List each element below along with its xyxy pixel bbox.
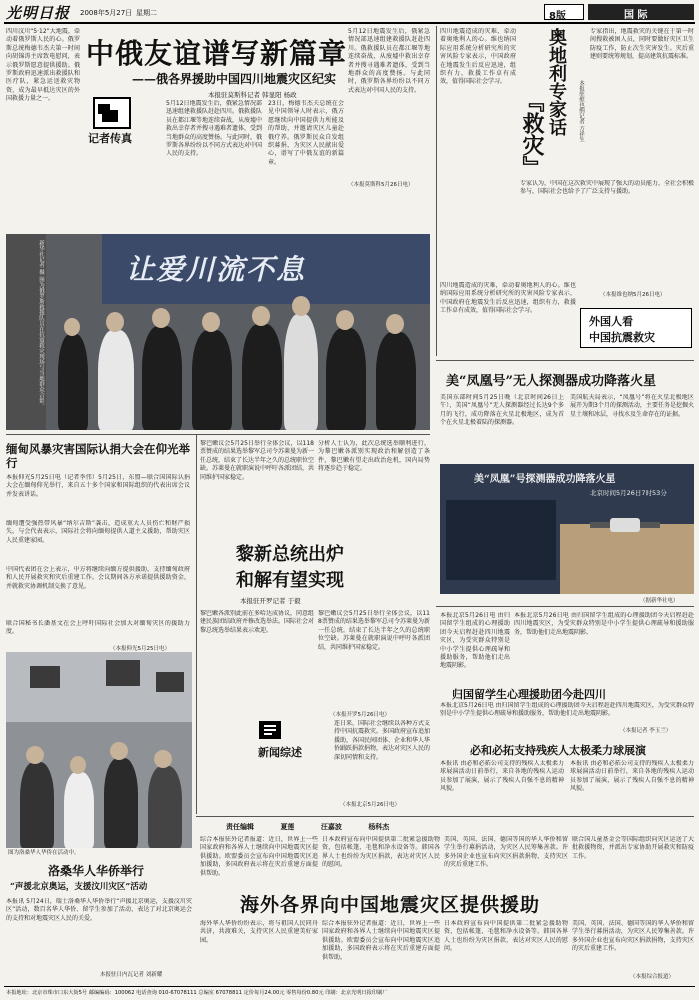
photo-banner-text: 让爱川流不息 (126, 253, 307, 286)
editor-name-2: 杨科杰 (368, 823, 390, 831)
stamp-line-2: 中国抗震救灾 (589, 331, 655, 344)
myanmar-story-body-3: 中国代表团在会上表示，中方将继续向缅方提供援助，支持缅甸政府和人民开展救灾和灾后重建工作。会议期间各方承诺提供援助资金，并就救灾协调机制交换了意见。 (6, 566, 190, 590)
rescuer-head-2 (106, 312, 124, 332)
austria-story-date: （本报维也纳5月26日电） (600, 292, 666, 298)
rescuer-head-4 (202, 312, 220, 332)
lausanne-story-byline: 本报驻日内瓦记者 刘新耀 (100, 972, 163, 978)
rescuer-figure-7 (326, 328, 366, 430)
election-story-date: （本报开罗5月26日电） (330, 712, 390, 718)
disability-story-body: 本报讯 由必和必拓公司支持的残疾人太极柔力球展演活动日前举行，来自各地的残疾人运动员参加了展演，展示了残疾人自强不息的精神风貌。 (440, 760, 564, 793)
crowd-head-3 (110, 742, 128, 760)
lausanne-photo-caption: 图为洛桑华人华侨在活动中。 (8, 850, 80, 856)
lead-story-subtitle: ——俄各界援助中国四川地震灾区纪实 (132, 72, 337, 86)
reporter-badge-label: 记者传真 (88, 132, 132, 145)
austria-story-title (546, 28, 566, 136)
editors-rule (196, 816, 694, 817)
lausanne-story-body: 本报讯 5月24日，瑞士洛桑华人华侨举行“声援北京奥运，支援汶川灾区”活动，数百名华人华侨、留学生参加了活动，表达了对北京奥运会的支持和对地震灾区人民的关爱。 (6, 898, 192, 922)
myanmar-story-body-2: 缅甸遭受强热带风暴“纳尔吉斯”袭击，造成重大人员伤亡和财产损失。与会代表表示，国际社会将向缅甸提供人道主义援助，帮助灾区人民重建家园。 (6, 520, 190, 544)
photo-inset-text-panel (6, 234, 46, 430)
news-roundup-icon (258, 720, 284, 742)
aid-story-col-7: 日本政府宣布向中国提供第二批紧急援助物资，包括帐篷、毛毯和净水设备等。韩国各界人士也纷纷为灾区捐款，表达对灾区人民的慰问。 (444, 920, 568, 953)
austria-story-body-1: 四川地震造成的灾难，牵动着奥地利人的心。维也纳国际应用系统分析研究所的灾害风险专家表示，中国政府在地震发生后反应迅速，组织有力，救援工作卓有成效，值得国际社会学习。 (440, 28, 516, 86)
editor-name-1: 夏莲 (280, 823, 295, 831)
crowd-head-1 (26, 746, 44, 764)
election-story-body-3: 黎巴嫩各派别此前在多哈达成协议，同意组建民族团结政府并修改选举法。国际社会对黎总统选举结果表示欢迎。 (200, 610, 314, 634)
students-story-title: 归国留学生心理援助团今赴四川 (452, 688, 606, 701)
lausanne-story-subtitle: “声援北京奥运，支援汶川灾区”活动 (10, 882, 148, 892)
photo-caption: 新华社记者 摄 图为俄罗斯救援队员在抗震救灾现场与当地群众合影。 (38, 240, 44, 409)
election-byline: 本报驻开罗记者 于毅 (240, 597, 301, 605)
austria-title-line1: 奥地利专家话 (546, 28, 567, 136)
news-roundup-badge (258, 720, 328, 760)
page-number: 8版 (549, 11, 566, 22)
disability-story-title: 必和必拓支持残疾人太极柔力球展演 (470, 744, 646, 757)
lead-story-body-4: 5月12日地震发生后，俄紧急情况部迅速组建救援队赶赴四川。俄救援队员在都江堰等地连续奋战，从废墟中救出幸存者并搜寻遇难者遗体，受到当地群众的高度赞扬。与此同时，俄罗斯各界纷纷以不同方式表达对中国人民的支持。 (348, 28, 430, 94)
aid-story-title: 海外各界向中国地震灾区提供援助 (240, 894, 541, 916)
section-label: 国 际 (624, 10, 648, 21)
rescuer-figure-2 (98, 330, 134, 430)
lead-story-date: （本报莫斯科5月26日电） (348, 182, 414, 188)
masthead (0, 0, 699, 22)
students-story-date: （本报记者 李玉兰） (620, 728, 672, 734)
footer-address: 本报地址：北京市珠市口东大街5号 邮编编码：100062 电话查询 010-67078111 总编室 67078811 定价每月24.00元 零售每份0.80元 印刷：北京光明日报印刷厂 (6, 990, 388, 996)
phoenix-lander (610, 518, 640, 532)
students-top-rule (436, 606, 694, 607)
rescuer-figure-5 (242, 324, 282, 430)
aid-story-col-2: 日本政府宣布向中国提供第二批紧急援助物资，包括帐篷、毛毯和净水设备等。韩国各界人士也纷纷为灾区捐款，表达对灾区人民的慰问。 (322, 836, 440, 869)
austria-story-byline: 本报驻维也纳记者 方祥生 (578, 80, 584, 143)
rescuer-figure-3 (142, 326, 182, 430)
solar-panel-left (590, 522, 610, 528)
news-roundup-body: 连日来，国际社会继续以各种方式支持中国抗震救灾。多国政府宣布追加援助，各国民间团体、企业和华人华侨踊跃捐款捐物，表达对灾区人民的深切同情和支持。 (334, 720, 430, 761)
myanmar-story-date: （本报仰光5月25日电） (110, 646, 170, 652)
lausanne-photo (6, 652, 192, 848)
flag-3 (156, 672, 184, 692)
students-side-text: 本报北京5月26日电 由归国留学生组成的心理援助团今天启程赶赴四川地震灾区，为受灾群众特别是中小学生提供心理疏导和援助服务，帮助他们走出地震阴影。 (440, 612, 510, 670)
crowd-figure-4 (148, 766, 182, 848)
reporter-badge (88, 96, 162, 146)
foreign-view-stamp (580, 308, 692, 348)
phoenix-story-body-1: 美国东部时间5月25日晚（北京时间26日上午），美国“凤凰号”无人探测器经过长达9个多月的飞行，成功降落在火星北极地区，成为首个在火星北极着陆的探测器。 (440, 394, 564, 427)
issue-weekday: 星期二 (136, 9, 157, 17)
phoenix-banner-time: 北京时间5月26日7时53分 (590, 489, 667, 497)
election-story-body-1: 黎巴嫩议会5月25日举行全体会议，以118票赞成的结果选举黎军总司令苏莱曼为新一任总统，结束了长达半年之久的总统职位空缺。苏莱曼在就职演说中呼吁各派团结，共同维护国家稳定。 (200, 440, 314, 481)
right-column-rule (436, 26, 437, 356)
phoenix-story-body-2: 美国航天局表示，“凤凰号”将在火星北极地区展开为期3个月的探测活动，主要任务是挖掘火星土壤和冰层，寻找水及生命存在的证据。 (570, 394, 694, 418)
phoenix-story-title: 美“凤凰号”无人探测器成功降落火星 (446, 374, 656, 389)
crowd-figure-1 (20, 762, 54, 848)
rescuer-head-8 (386, 314, 404, 334)
students-story-body-2: 本报北京5月26日电 由归国留学生组成的心理援助团今天启程赶赴四川地震灾区，为受灾群众特别是中小学生提供心理疏导和援助服务，帮助他们走出地震阴影。 (440, 702, 694, 718)
paper-name: 光明日报 (6, 4, 71, 22)
myanmar-story-body-4: 联合国秘书长潘基文在会上呼吁国际社会加大对缅甸灾区的援助力度。 (6, 620, 190, 636)
editor-label-1: 责任编辑 (226, 823, 254, 831)
rescuer-head-1 (64, 318, 80, 336)
lead-story-byline: 本报驻莫斯科记者 韩显阳 杨政 (208, 91, 297, 99)
election-story-body-4: 黎巴嫩议会5月25日举行全体会议，以118票赞成的结果选举黎军总司令苏莱曼为新一任总统，结束了长达半年之久的总统职位空缺。苏莱曼在就职演说中呼吁各派团结，共同维护国家稳定。 (318, 610, 430, 651)
lausanne-story-title: 洛桑华人华侨举行 (48, 864, 145, 878)
myanmar-top-rule (6, 434, 430, 435)
aid-story-col-5: 海外华人华侨纷纷表示，将与祖国人民同舟共济，共渡难关，支持灾区人民重建美好家园。 (200, 920, 318, 944)
rescuer-head-6 (292, 296, 310, 316)
aid-story-col-4: 联合国儿童基金会等国际组织向灾区运送了大批救援物资，并派出专家协助开展救灾和防疫工作。 (572, 836, 694, 860)
austria-story-body-4: 四川地震造成的灾难，牵动着奥地利人的心。维也纳国际应用系统分析研究所的灾害风险专家表示，中国政府在地震发生后反应迅速，组织有力，救援工作卓有成效，值得国际社会学习。 (440, 282, 576, 315)
rescuer-figure-6 (284, 314, 318, 430)
lead-story-body-1: 四川汶川“5·12”大地震，牵动着俄罗斯人民的心。俄罗斯总统梅德韦杰夫第一时间向胡锦涛主席致电慰问，表示俄罗斯愿意提供援助。俄罗斯政府迅速派出救援队和医疗队，紧急运送救灾物资，成为最早抵达灾区的外国救援力量之一。 (6, 28, 80, 103)
aid-story-col-8: 美国、英国、法国、德国等国的华人华侨和留学生举行募捐活动，为灾区人民筹集善款。许多外国企业也宣布向灾区捐款捐物，支持灾区的灾后重建工作。 (572, 920, 694, 953)
austria-story-quote: 『救灾』 (519, 90, 545, 178)
phoenix-photo (440, 464, 694, 594)
rescuer-head-7 (336, 310, 354, 330)
crowd-figure-3 (104, 758, 138, 848)
rescuer-figure-4 (192, 330, 232, 430)
election-title-line-2: 和解有望实现 (236, 570, 344, 591)
austria-story-body-3: 专家认为，中国在这次救灾中展现了强大的动员能力，全社会积极参与，国际社会也给予了广泛支持与援助。 (520, 180, 694, 196)
rescuer-figure-1 (58, 334, 88, 430)
election-left-rule (196, 434, 197, 814)
disability-story-body-2: 本报讯 由必和必拓公司支持的残疾人太极柔力球展演活动日前举行，来自各地的残疾人运动员参加了展演，展示了残疾人自强不息的精神风貌。 (570, 760, 694, 793)
crowd-head-2 (70, 756, 86, 774)
lead-story-body-2: 5月12日地震发生后，俄紧急情况部迅速组建救援队赶赴四川。俄救援队员在都江堰等地连续奋战，从废墟中救出幸存者并搜寻遇难者遗体，受到当地群众的高度赞扬。与此同时，俄罗斯各界纷纷以不同方式表达对中国人民的支持。 (166, 100, 262, 158)
crowd-figure-2 (64, 772, 94, 848)
issue-date: 2008年5月27日 (80, 9, 133, 17)
flag-2 (106, 660, 140, 686)
lead-story-title: 中俄友谊谱写新篇章 (86, 37, 348, 70)
footer-rule (4, 986, 695, 987)
rescuer-head-3 (152, 308, 170, 328)
rescuer-head-5 (252, 306, 270, 326)
masthead-rule (4, 22, 695, 24)
editor-label-2: 汪嘉波 (320, 823, 342, 831)
aid-story-date: （本报综合报道） (630, 974, 675, 980)
myanmar-story-body-1: 本报仰光5月25日电（记者李伟）5月25日，东盟—联合国国际认捐大会在缅甸仰光举行，来自五十多个国家和国际组织的代表出席会议并发表讲话。 (6, 474, 190, 498)
phoenix-banner: 美“凤凰”号探测器成功降落火星 (474, 474, 616, 485)
aid-story-col-3: 美国、英国、法国、德国等国的华人华侨和留学生举行募捐活动，为灾区人民筹集善款。许多外国企业也宣布向灾区捐款捐物，支持灾区的灾后重建工作。 (444, 836, 568, 869)
news-roundup-date: （本报北京5月26日电） (340, 802, 400, 808)
election-title-line-1: 黎新总统出炉 (236, 544, 344, 565)
myanmar-story-title: 缅甸风暴灾害国际认捐大会在仰光举行 (6, 442, 190, 470)
page-number-box (544, 4, 584, 20)
news-roundup-title: 新闻综述 (258, 746, 302, 759)
phoenix-story-date: （据新华社电） (640, 598, 679, 604)
students-story-body: 本报北京5月26日电 由归国留学生组成的心理援助团今天启程赶赴四川地震灾区，为受灾群众特别是中小学生提供心理疏导和援助服务，帮助他们走出地震阴影。 (514, 612, 694, 636)
phoenix-top-rule (436, 360, 694, 361)
aid-story-col-1: 综合本报驻外记者报道：近日，世界上一些国家政府和各界人士继续向中国地震灾区提供援助。欧盟委员会宣布向中国地震灾区追加援助，多国政府表示将在灾后重建方面提供帮助。 (200, 836, 318, 877)
austria-story-body-2: 专家指出，地震救灾的关键在于第一时间搜救被困人员，同时要做好灾区卫生防疫工作，防止次生灾害发生。灾后重建则要统筹规划，提高建筑抗震标准。 (590, 28, 694, 61)
stamp-line-1: 外国人看 (589, 315, 633, 328)
lead-story-body-3: 23日，梅德韦杰夫总统在会见中国领导人时表示，俄方愿继续向中国提供力所能及的帮助，并邀请灾区儿童赴俄疗养。俄罗斯民众自发组织募捐，为灾区人民献出爱心，谱写了中俄友谊的新篇章。 (268, 100, 344, 166)
rescuer-figure-8 (376, 332, 416, 430)
solar-panel-right (640, 522, 660, 528)
phoenix-screen-panel (446, 500, 556, 580)
mars-surface (560, 524, 694, 594)
editors-line (226, 822, 389, 832)
crowd-head-4 (154, 750, 172, 768)
election-story-body-2: 分析人士认为，此次总统选举顺利进行，为黎巴嫩各派别实现政治和解创造了条件，黎巴嫩有望走出政治危机，国内局势将逐步趋于稳定。 (318, 440, 430, 473)
flag-1 (30, 666, 60, 688)
main-photo (6, 234, 430, 430)
aid-story-col-6: 综合本报驻外记者报道：近日，世界上一些国家政府和各界人士继续向中国地震灾区提供援助。欧盟委员会宣布向中国地震灾区追加援助，多国政府表示将在灾后重建方面提供帮助。 (322, 920, 440, 961)
section-box (588, 4, 694, 20)
